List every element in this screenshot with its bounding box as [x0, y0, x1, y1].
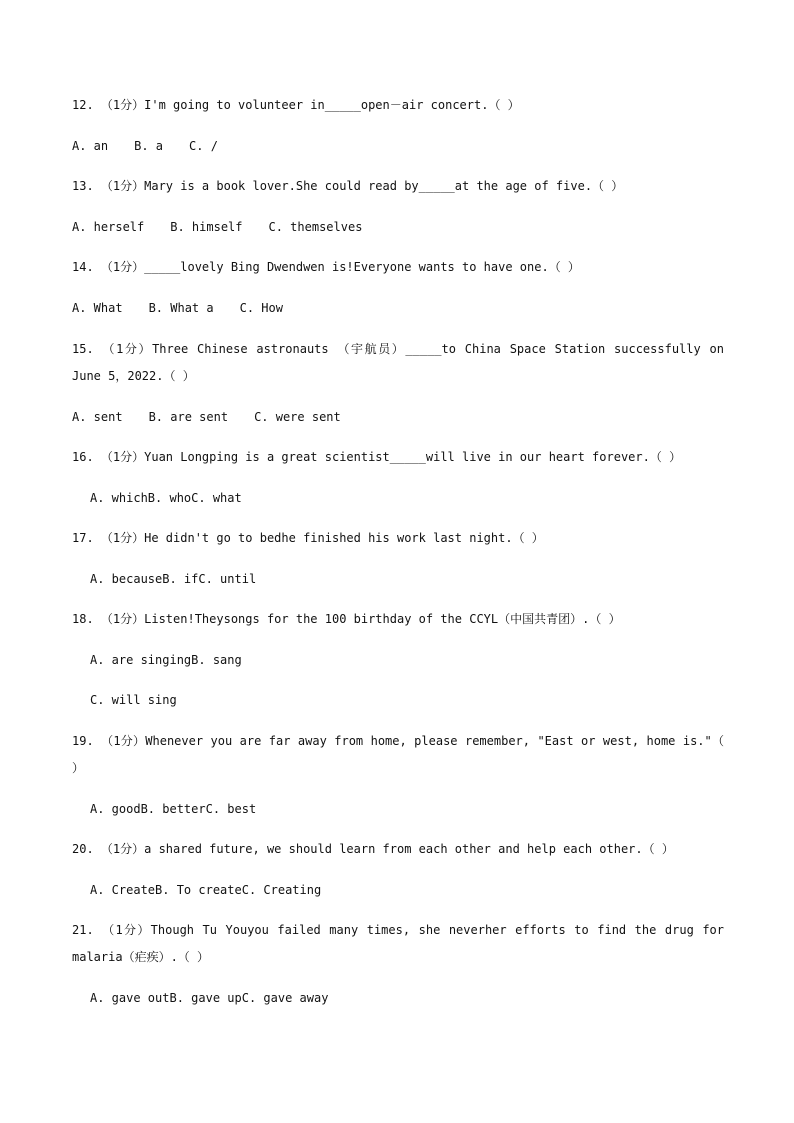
answer-options [72, 219, 724, 235]
question-stem: 13. （1分）Mary is a book lover.She could read by_____at the age of five.（ ） [72, 179, 624, 193]
question-stem-continued: ） [72, 761, 85, 775]
option: C. best [205, 802, 257, 816]
option: B. if [162, 572, 199, 586]
answer-options [90, 571, 742, 587]
answer-options [90, 490, 742, 506]
question-stem-continued: malaria（疟疾）.（ ） [72, 950, 210, 964]
question-stem: 21. （1分）Though Tu Youyou failed many times, she neverher efforts to find the drug for [72, 923, 724, 937]
option: B. better [140, 802, 206, 816]
answer-options [90, 882, 742, 898]
option: B. a [134, 139, 164, 153]
answer-options [72, 138, 724, 154]
option: C. How [239, 301, 283, 315]
option: B. himself [170, 220, 243, 234]
question-stem-continued: June 5，2022.（ ） [72, 369, 195, 383]
option: A. because [90, 572, 163, 586]
question-stem: 18. （1分）Listen!Theysongs for the 100 birthday of the CCYL（中国共青团）.（ ） [72, 612, 621, 626]
question-stem: 15. （1分）Three Chinese astronauts （宇航员）_____to China Space Station successfully on [72, 342, 724, 356]
option: C. will sing [90, 693, 177, 707]
question-stem: 17. （1分）He didn't go to bedhe finished his work last night.（ ） [72, 531, 544, 545]
option: A. an [72, 139, 109, 153]
option: A. which [90, 491, 148, 505]
option: B. To create [155, 883, 242, 897]
option: C. Creating [241, 883, 322, 897]
option: B. sang [191, 653, 242, 667]
option: B. gave up [169, 991, 242, 1005]
answer-options [90, 801, 742, 817]
answer-options [72, 300, 724, 316]
answer-options [90, 652, 742, 668]
option: C. / [189, 139, 218, 153]
option: B. who [147, 491, 192, 505]
option: C. what [191, 491, 242, 505]
option: C. until [198, 572, 257, 586]
answer-options [72, 409, 724, 425]
answer-options [90, 990, 742, 1006]
option: C. gave away [241, 991, 329, 1005]
option: C. were sent [254, 410, 341, 424]
option: B. are sent [148, 410, 229, 424]
option: C. themselves [268, 220, 363, 234]
option: B. What a [148, 301, 214, 315]
question-stem: 19. （1分）Whenever you are far away from home, please remember, "East or west, home is."（ [72, 734, 724, 748]
option: A. What [72, 301, 123, 315]
option: A. sent [72, 410, 123, 424]
question-stem: 12. （1分）I'm going to volunteer in_____open－air concert.（ ） [72, 98, 520, 112]
option: A. herself [72, 220, 145, 234]
option: A. Create [90, 883, 156, 897]
question-stem: 14. （1分）_____lovely Bing Dwendwen is!Everyone wants to have one.（ ） [72, 260, 580, 274]
answer-options [90, 692, 742, 708]
option: A. good [90, 802, 141, 816]
question-stem: 20. （1分）a shared future, we should learn from each other and help each other.（ ） [72, 842, 674, 856]
option: A. gave out [90, 991, 170, 1005]
question-stem: 16. （1分）Yuan Longping is a great scientist_____will live in our heart forever.（ ） [72, 450, 682, 464]
option: A. are singing [90, 653, 192, 667]
